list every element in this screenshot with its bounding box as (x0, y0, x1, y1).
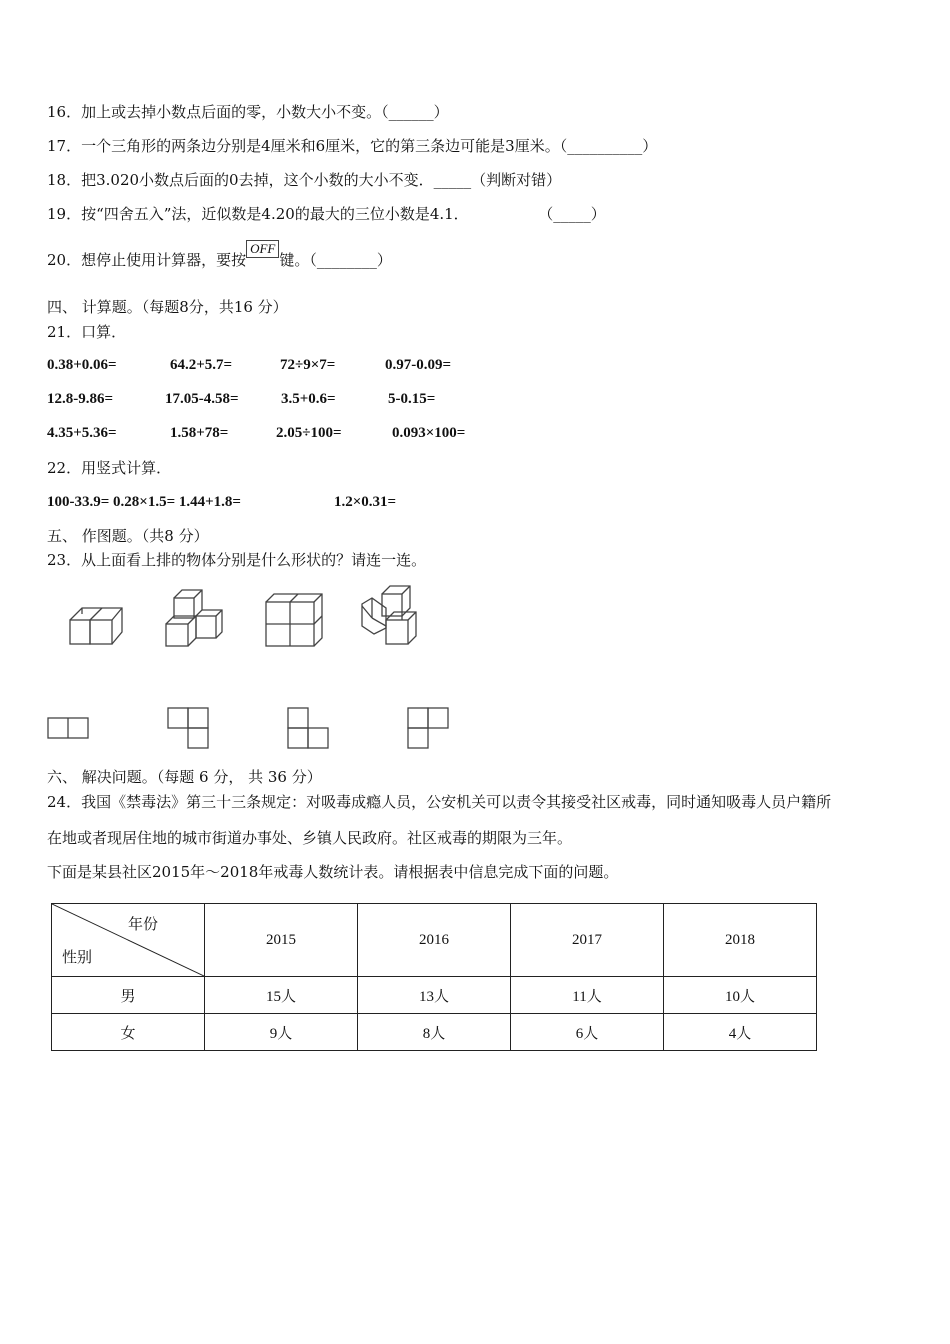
top-view-shape-1 (46, 714, 92, 742)
vertical-calc-a: 100-33.9= 0.28×1.5= 1.44+1.8= (47, 494, 241, 510)
question-24-line-1: 24．我国《禁毒法》第三十三条规定：对吸毒成瘾人员，公安机关可以责令其接受社区戒毒，同时通知吸毒人员户籍所 (47, 793, 832, 811)
top-view-shape-3 (284, 704, 332, 752)
section-4-title: 四、 计算题。（每题8分，共16 分） (47, 298, 288, 316)
oral-item: 64.2+5.7= (170, 357, 233, 373)
off-key-icon: OFF (246, 240, 279, 258)
drug-rehab-stats-table (51, 903, 817, 1051)
cube-figure-1 (64, 600, 126, 650)
cube-figure-2 (160, 586, 228, 650)
oral-item: 17.05-4.58= (165, 391, 239, 407)
table-header-year: 2015 (205, 904, 358, 977)
oral-item: 0.97-0.09= (385, 357, 452, 373)
table-cell: 8人 (358, 1014, 511, 1051)
question-20-before: 20．想停止使用计算器，要按 (47, 251, 247, 269)
oral-item: 2.05÷100= (276, 425, 342, 441)
question-24-line-2: 在地或者现居住地的城市街道办事处、乡镇人民政府。社区戒毒的期限为三年。 (47, 829, 573, 847)
row-label: 女 (52, 1014, 205, 1051)
corner-gender-label: 性别 (62, 950, 93, 966)
question-20-after: 键。（________） (279, 251, 392, 269)
table-cell: 13人 (358, 977, 511, 1014)
cube-figure-4 (356, 582, 426, 650)
question-16: 16．加上或去掉小数点后面的零，小数大小不变。（______） (47, 103, 449, 121)
cube-figure-3 (260, 590, 326, 650)
question-17: 17．一个三角形的两条边分别是4厘米和6厘米，它的第三条边可能是3厘米。（__________） (47, 137, 658, 155)
question-21: 21．口算． (47, 323, 127, 341)
question-19 (47, 204, 606, 224)
question-24-line-3: 下面是某县社区2015年～2018年戒毒人数统计表。请根据表中信息完成下面的问题。 (47, 863, 619, 881)
table-header-year: 2016 (358, 904, 511, 977)
corner-year-label: 年份 (127, 917, 158, 933)
vertical-calc-b: 1.2×0.31= (334, 494, 397, 510)
section-6-title: 六、 解决问题。（每题 6 分， 共 36 分） (47, 768, 322, 786)
oral-item: 1.58+78= (170, 425, 229, 441)
table-row (52, 1014, 817, 1051)
top-view-shape-2 (164, 704, 212, 752)
oral-item: 3.5+0.6= (281, 391, 336, 407)
table-cell: 10人 (663, 977, 816, 1014)
question-22: 22．用竖式计算． (47, 459, 172, 477)
table-cell: 4人 (663, 1014, 816, 1051)
section-5-title: 五、 作图题。（共8 分） (47, 527, 209, 545)
oral-item: 0.38+0.06= (47, 357, 117, 373)
table-header-row (52, 904, 817, 977)
oral-item: 4.35+5.36= (47, 425, 117, 441)
oral-item: 72÷9×7= (280, 357, 336, 373)
table-row (52, 977, 817, 1014)
oral-item: 12.8-9.86= (47, 391, 114, 407)
table-cell: 11人 (511, 977, 664, 1014)
table-header-year: 2018 (663, 904, 816, 977)
question-19-text: 19．按“四舍五入”法，近似数是4.20的最大的三位小数是4.1． (47, 205, 469, 223)
table-header-year: 2017 (511, 904, 664, 977)
row-label: 男 (52, 977, 205, 1014)
table-cell: 9人 (205, 1014, 358, 1051)
oral-item: 5-0.15= (388, 391, 436, 407)
question-20 (47, 241, 392, 270)
table-cell: 15人 (205, 977, 358, 1014)
table-corner-cell (52, 904, 205, 977)
question-23: 23．从上面看上排的物体分别是什么形状的？请连一连。 (47, 551, 427, 569)
oral-item: 0.093×100= (392, 425, 466, 441)
question-19-blank: （_____） (538, 205, 606, 223)
top-view-shape-4 (404, 704, 452, 752)
table-cell: 6人 (511, 1014, 664, 1051)
question-18: 18．把3.020小数点后面的0去掉，这个小数的大小不变．_____（判断对错） (47, 171, 562, 189)
